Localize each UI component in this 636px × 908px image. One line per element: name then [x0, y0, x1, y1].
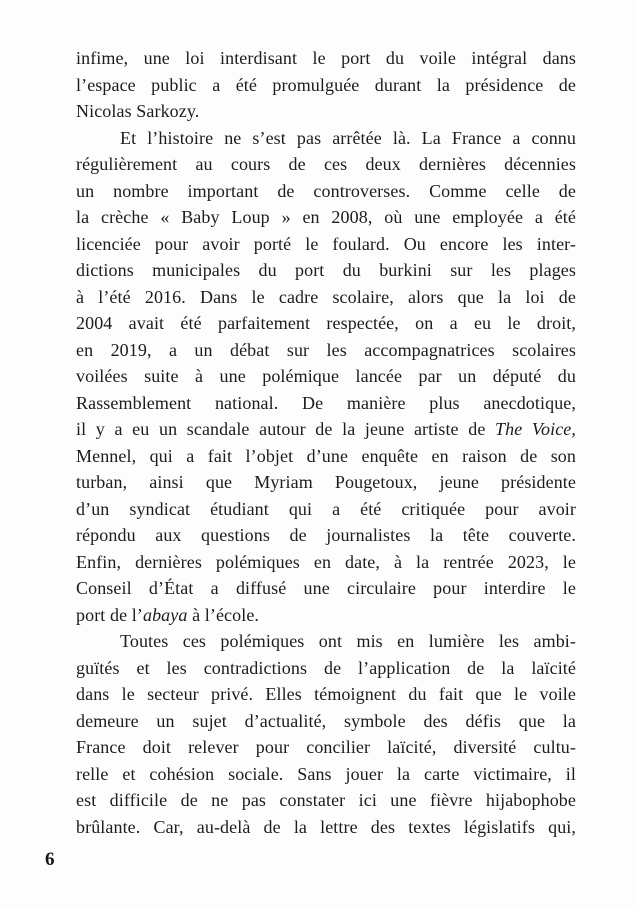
text-segment: Rassemblement national. De manière plus anecdotique,	[76, 392, 576, 413]
text-line	[76, 337, 576, 364]
text-line	[76, 72, 576, 99]
text-line	[76, 310, 576, 337]
text-segment: un nombre important de controverses. Comme celle de	[76, 180, 576, 201]
text-segment: brûlante. Car, au-delà de la lettre des textes législatifs qui,	[76, 816, 576, 837]
text-line	[76, 655, 576, 682]
text-segment: 2004 avait été parfaitement respectée, on a eu le droit,	[76, 313, 576, 333]
text-segment: Toutes ces polémiques ont mis en lumière les ambi-	[120, 631, 576, 651]
italic-text-segment: abaya	[142, 604, 188, 625]
text-line	[76, 522, 576, 549]
text-segment: port de l’	[76, 604, 143, 625]
text-segment: il y a eu un scandale autour de la jeune artiste de	[76, 419, 496, 439]
text-segment: d’un syndicat étudiant qui a été critiquée pour avoir	[76, 498, 576, 519]
text-line	[76, 708, 576, 735]
text-line	[76, 575, 576, 602]
text-segment: dans le secteur privé. Elles témoignent du fait que le voile	[76, 684, 576, 704]
text-segment: licenciée pour avoir porté le foulard. Ou encore les inter-	[76, 233, 576, 254]
text-line	[76, 681, 576, 708]
text-segment: à l’école.	[187, 604, 260, 625]
text-segment: infime, une loi interdisant le port du voile intégral dans	[76, 48, 576, 68]
text-segment: France doit relever pour concilier laïcité, diversité cultu-	[76, 737, 576, 757]
text-segment: voilées suite à une polémique lancée par un député du	[76, 366, 576, 386]
italic-text-segment: The Voice,	[495, 419, 576, 439]
text-line	[76, 549, 576, 576]
text-line	[76, 814, 576, 841]
page-number: 6	[45, 849, 55, 870]
text-line	[76, 204, 576, 231]
text-segment: la crèche « Baby Loup » en 2008, où une employée a été	[76, 207, 576, 227]
text-line	[76, 125, 576, 152]
text-line	[76, 284, 576, 311]
text-line	[76, 98, 576, 125]
text-line	[76, 231, 576, 258]
text-segment: dictions municipales du port du burkini sur les plages	[76, 260, 576, 280]
text-line	[76, 178, 576, 205]
text-segment: Et l’histoire ne s’est pas arrêtée là. La France a connu	[120, 127, 576, 148]
text-segment: en 2019, a un débat sur les accompagnatrices scolaires	[76, 339, 576, 360]
text-line	[76, 734, 576, 761]
text-segment: relle et cohésion sociale. Sans jouer la carte victimaire, il	[76, 763, 576, 784]
text-block	[76, 45, 576, 840]
text-segment: l’espace public a été promulguée durant la présidence de	[76, 74, 576, 95]
text-line	[76, 602, 576, 629]
text-segment: est difficile de ne pas constater ici une fièvre hijabophobe	[76, 790, 576, 810]
text-line	[76, 761, 576, 788]
text-line	[76, 443, 576, 470]
text-segment: Nicolas Sarkozy.	[76, 101, 200, 121]
text-segment: Mennel, qui a fait l’objet d’une enquête en raison de son	[76, 445, 576, 466]
text-segment: Conseil d’État a diffusé une circulaire pour interdire le	[76, 578, 576, 598]
text-segment: régulièrement au cours de ces deux dernières décennies	[76, 154, 576, 174]
text-line	[76, 390, 576, 417]
text-line	[76, 496, 576, 523]
text-line	[76, 416, 576, 443]
text-line	[76, 45, 576, 72]
text-line	[76, 787, 576, 814]
text-segment: guïtés et les contradictions de l’application de la laïcité	[76, 657, 576, 678]
text-line	[76, 257, 576, 284]
text-line	[76, 151, 576, 178]
text-line	[76, 363, 576, 390]
text-segment: demeure un sujet d’actualité, symbole des défis que la	[76, 710, 576, 731]
text-segment: Enfin, dernières polémiques en date, à la rentrée 2023, le	[76, 551, 576, 572]
text-line	[76, 628, 576, 655]
text-line	[76, 469, 576, 496]
text-segment: turban, ainsi que Myriam Pougetoux, jeune présidente	[76, 472, 576, 492]
text-segment: répondu aux questions de journalistes la tête couverte.	[76, 525, 576, 545]
text-segment: à l’été 2016. Dans le cadre scolaire, alors que la loi de	[76, 286, 576, 307]
